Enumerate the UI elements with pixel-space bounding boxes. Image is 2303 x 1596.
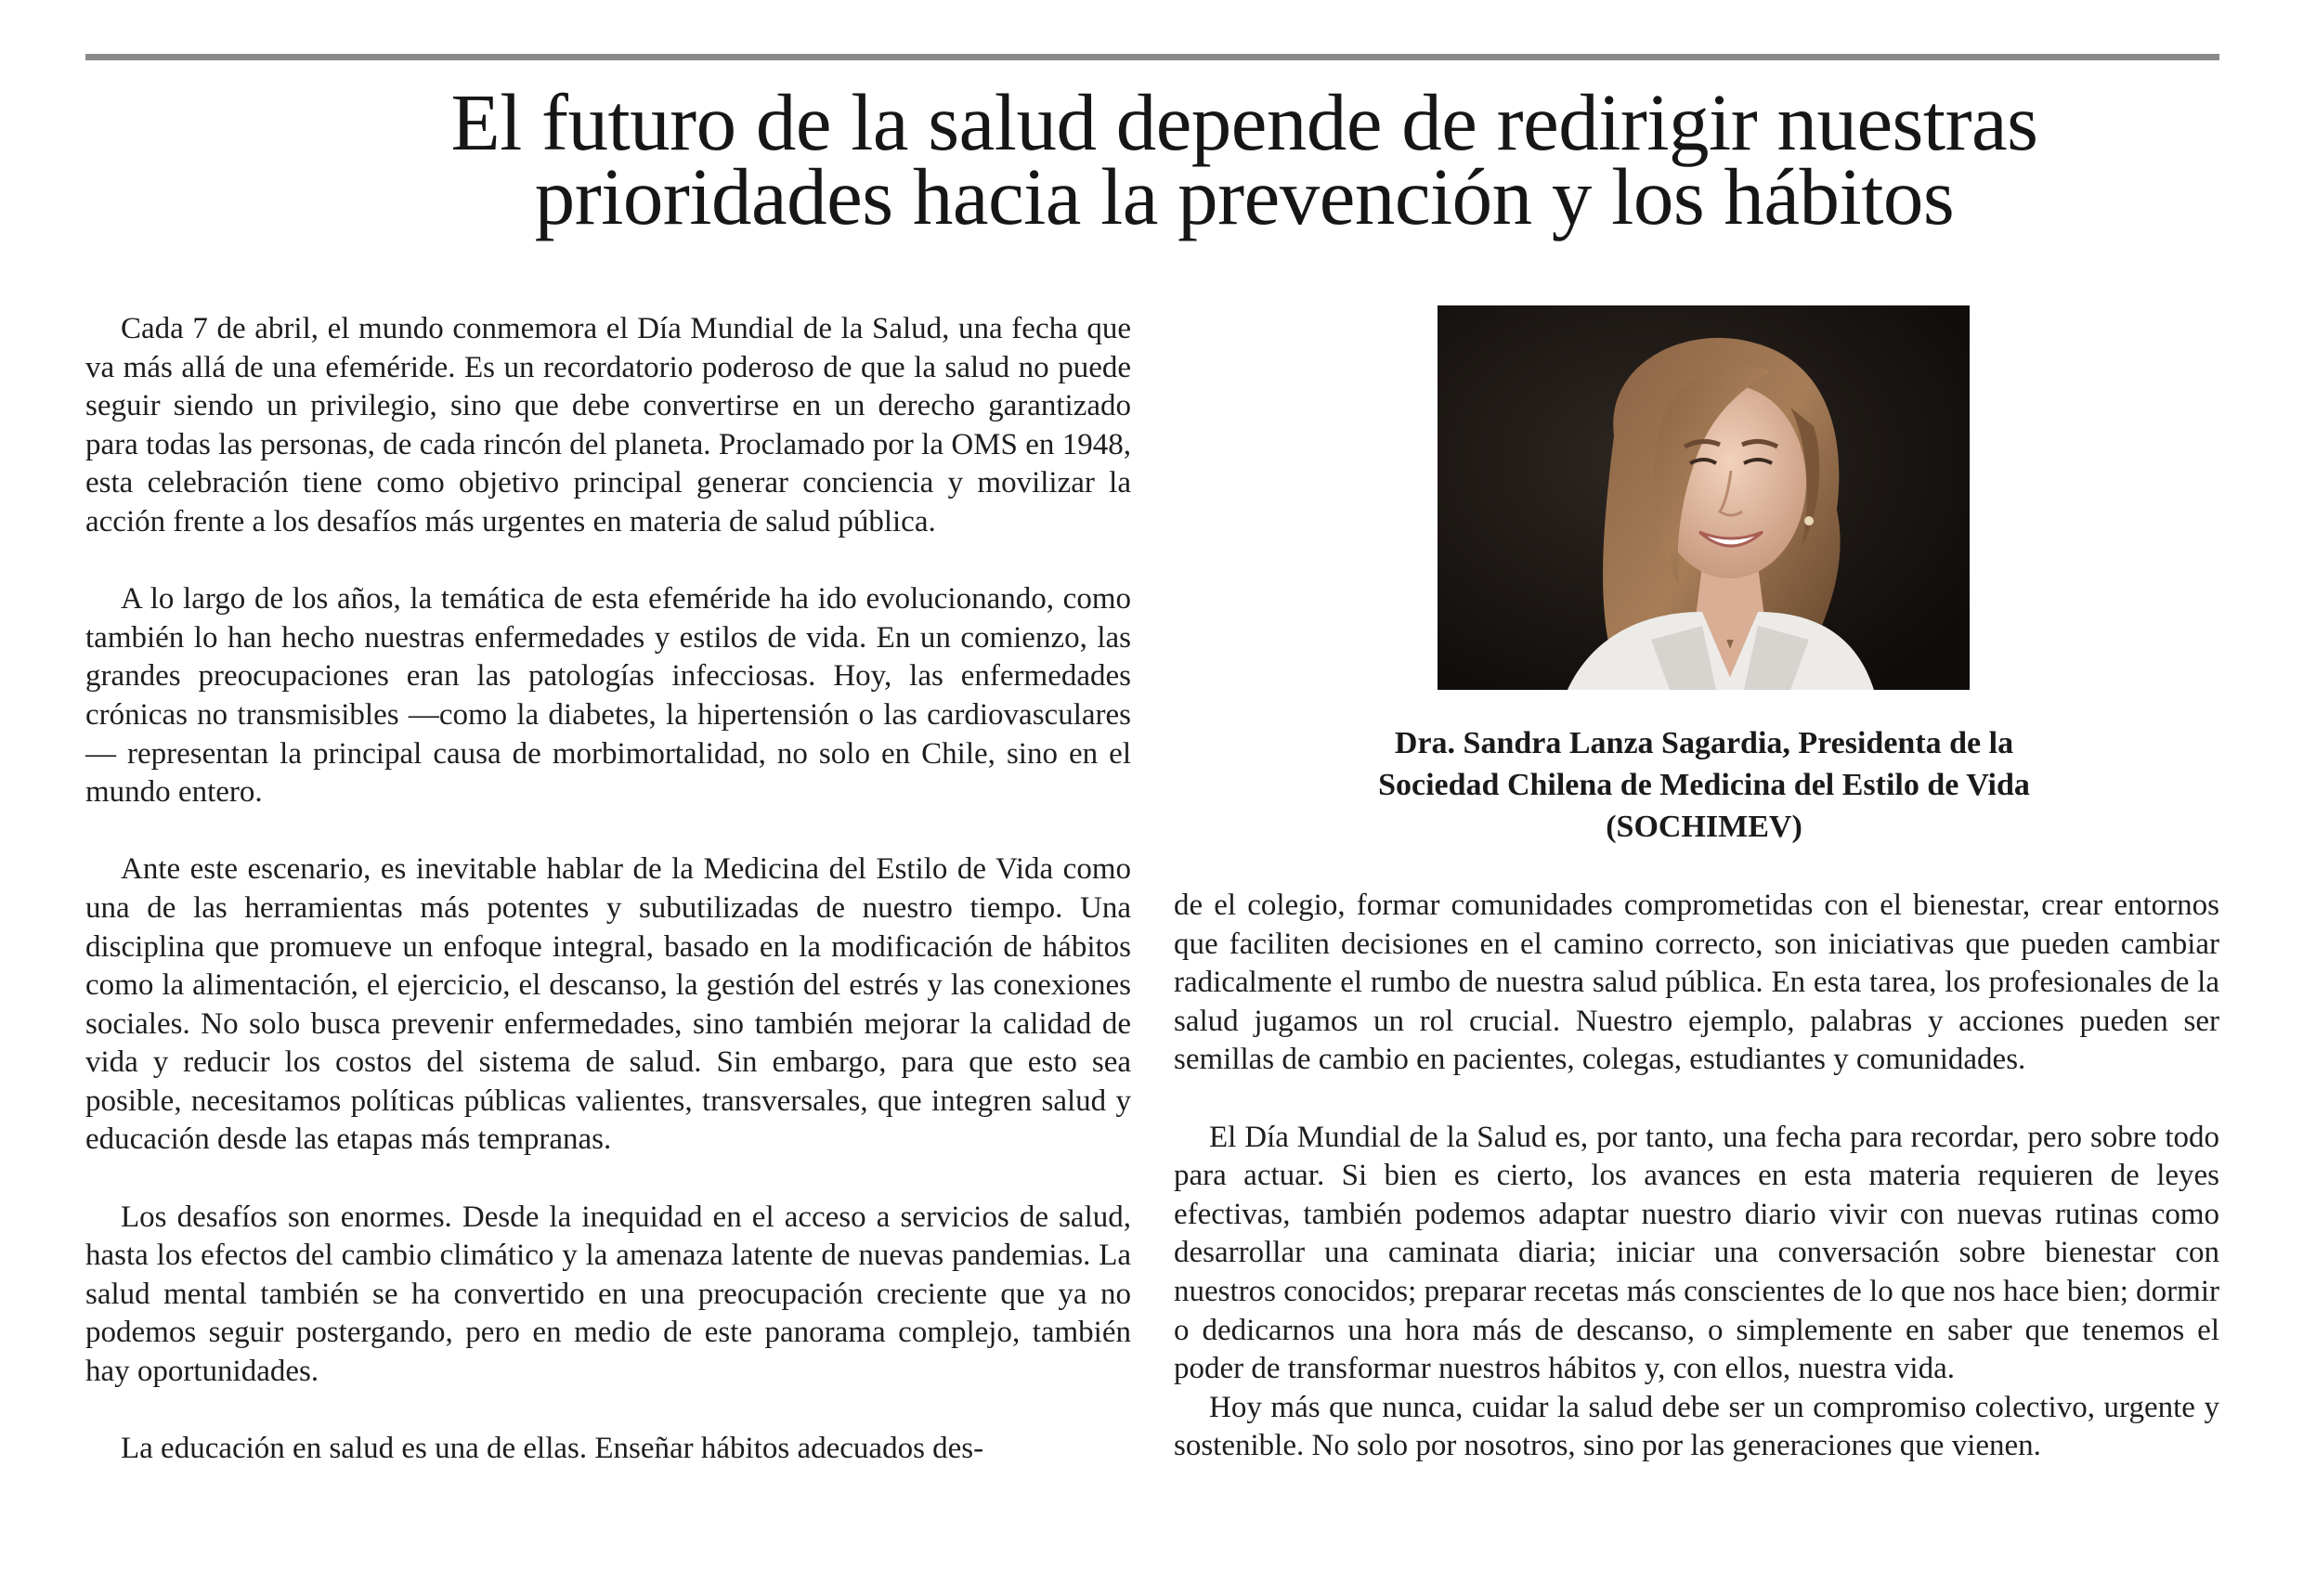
portrait-photo	[1438, 305, 1970, 690]
paragraph: Los desafíos son enormes. Desde la inequidad en el acceso a servicios de salud, hasta los efectos del cambio climático y la amenaza latente de nuevas pandemias. La salud mental también se ha convertido en una preocupación creciente que ya no podemos seguir postergando, pero en medio de este panorama complejo, también hay oportunidades.	[85, 1200, 1131, 1389]
photo-caption: Dra. Sandra Lanza Sagardia, Presidenta de la Sociedad Chilena de Medicina del Estilo de Vida (SOCHIMEV)	[1378, 726, 2030, 844]
headline-line-1: El futuro de la salud depende de redirigir nuestras	[450, 77, 2038, 167]
paragraph: Hoy más que nunca, cuidar la salud debe ser un compromiso colectivo, urgente y sostenible. No solo por nosotros, sino por las generaciones que vienen.	[1174, 1390, 2219, 1463]
top-rule	[85, 54, 2219, 60]
paragraph: Cada 7 de abril, el mundo conmemora el Día Mundial de la Salud, una fecha que va más allá de una efeméride. Es un recordatorio poderoso de que la salud no puede seguir siendo un privilegio, sino que debe convertirse en un derecho garantizado para todas las personas, de cada rincón del planeta. Proclamado por la OMS en 1948, esta celebración tiene como objetivo principal generar conciencia y movilizar la acción frente a los desafíos más urgentes en materia de salud pública.	[85, 312, 1131, 538]
headline	[371, 77, 2117, 241]
paragraph: de el colegio, formar comunidades comprometidas con el bienestar, crear entornos que faciliten decisiones en el camino correcto, son iniciativas que pueden cambiar radicalmente el rumbo de nuestra salud pública. En esta tarea, los profesionales de la salud jugamos un rol crucial. Nuestro ejemplo, palabras y acciones pueden ser semillas de cambio en pacientes, colegas, estudiantes y comunidades.	[1174, 889, 2219, 1077]
paragraph: El Día Mundial de la Salud es, por tanto, una fecha para recordar, pero sobre todo para actuar. Si bien es cierto, los avances en esta materia requieren de leyes efectivas, también podemos adaptar nuestro diario vivir con nuevas rutinas como desarrollar una caminata diaria; iniciar una conversación sobre bienestar con nuestros conocidos; preparar recetas más conscientes de lo que nos hace bien; dormir o dedicarnos una hora más de descanso, o simplemente en saber que tenemos el poder de transformar nuestros hábitos y, con ellos, nuestra vida.	[1174, 1120, 2219, 1386]
left-column	[85, 310, 1131, 1469]
paragraph: A lo largo de los años, la temática de esta efeméride ha ido evolucionando, como también lo han hecho nuestras enfermedades y estilos de vida. En un comienzo, las grandes preocupaciones eran las patologías infecciosas. Hoy, las enfermedades crónicas no transmisibles —como la diabetes, la hipertensión o las cardiovasculares— representan la principal causa de morbimortalidad, no solo en Chile, sino en el mundo entero.	[85, 582, 1131, 810]
right-column	[1174, 887, 2219, 1466]
paragraph: La educación en salud es una de ellas. Enseñar hábitos adecuados des-	[121, 1432, 984, 1466]
paragraph: Ante este escenario, es inevitable hablar de la Medicina del Estilo de Vida como una de las herramientas más potentes y subutilizadas de nuestro tiempo. Una disciplina que promueve un enfoque integral, basado en la modificación de hábitos como la alimentación, el ejercicio, el descanso, la gestión del estrés y las conexiones sociales. No solo busca prevenir enfermedades, sino también mejorar la calidad de vida y reducir los costos del sistema de salud. Sin embargo, para que esto sea posible, necesitamos políticas públicas valientes, transversales, que integren salud y educación desde las etapas más tempranas.	[85, 852, 1131, 1157]
headline-line-2: prioridades hacia la prevención y los hábitos	[534, 151, 1955, 241]
portrait-illustration	[1438, 305, 1970, 690]
